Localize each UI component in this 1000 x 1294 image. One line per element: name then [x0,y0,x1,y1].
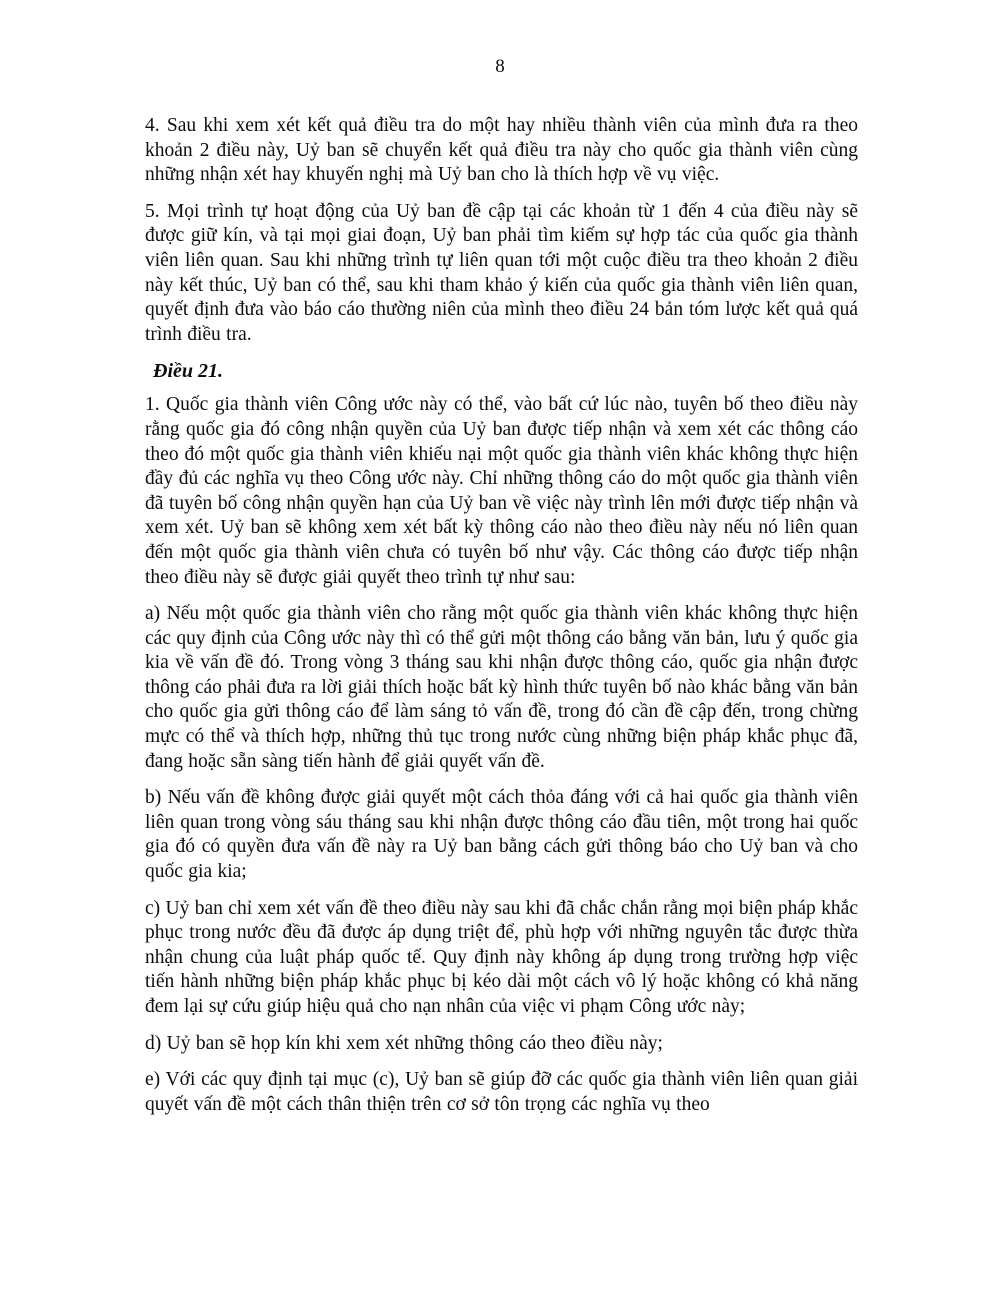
paragraph-item-4: 4. Sau khi xem xét kết quả điều tra do một hay nhiều thành viên của mình đưa ra theo khoản 2 điều này, Uỷ ban sẽ chuyển kết quả điều tra này cho quốc gia thành viên cùng những nhận xét hay khuyến nghị mà Uỷ ban cho là thích hợp về vụ việc. [145,115,858,186]
paragraph-item-5: 5. Mọi trình tự hoạt động của Uỷ ban đề cập tại các khoản từ 1 đến 4 của điều này sẽ được giữ kín, và tại mọi giai đoạn, Uỷ ban phải tìm kiếm sự hợp tác của quốc gia thành viên liên quan. Sau khi những trình tự liên quan tới một cuộc điều tra theo khoản 2 điều này kết thúc, Uỷ ban có thể, sau khi tham khảo ý kiến của quốc gia thành viên liên quan, quyết định đưa vào báo cáo thường niên của mình theo điều 24 bản tóm lược kết quả quá trình điều tra. [145,200,858,345]
document-content [0,79,1000,1117]
page-number: 8 [495,56,505,77]
article-heading-dieu-21: Điều 21. [153,360,223,383]
paragraph-clause-a: a) Nếu một quốc gia thành viên cho rằng một quốc gia thành viên khác không thực hiện các quy định của Công ước này thì có thể gửi một thông cáo bằng văn bản, lưu ý quốc gia kia về vấn đề đó. Trong vòng 3 tháng sau khi nhận được thông cáo, quốc gia nhận được thông cáo phải đưa ra lời giải thích hoặc bất kỳ hình thức tuyên bố nào khác bằng văn bản cho quốc gia gửi thông cáo để làm sáng tỏ vấn đề, trong đó cần đề cập đến, trong chừng mực có thể và thích hợp, những thủ tục trong nước cùng những biện pháp khắc phục đã, đang hoặc sẵn sàng tiến hành để giải quyết vấn đề. [145,603,858,772]
paragraph-clause-c: c) Uỷ ban chỉ xem xét vấn đề theo điều này sau khi đã chắc chắn rằng mọi biện pháp khắc phục trong nước đều đã được áp dụng triệt để, phù hợp với những nguyên tắc được thừa nhận chung của luật pháp quốc tế. Quy định này không áp dụng trong trường hợp việc tiến hành những biện pháp khắc phục bị kéo dài một cách vô lý hoặc không có khả năng đem lại sự cứu giúp hiệu quả cho nạn nhân của việc vi phạm Công ước này; [145,897,858,1017]
paragraph-clause-e: e) Với các quy định tại mục (c), Uỷ ban sẽ giúp đỡ các quốc gia thành viên liên quan giải quyết vấn đề một cách thân thiện trên cơ sở tôn trọng các nghĩa vụ theo [145,1069,858,1115]
paragraph-clause-b: b) Nếu vấn đề không được giải quyết một cách thỏa đáng với cả hai quốc gia thành viên liên quan trong vòng sáu tháng sau khi nhận được thông cáo đầu tiên, một trong hai quốc gia đó có quyền đưa vấn đề này ra Uỷ ban bằng cách gửi thông báo cho Uỷ ban và cho quốc gia kia; [145,787,858,883]
paragraph-clause-1: 1. Quốc gia thành viên Công ước này có thể, vào bất cứ lúc nào, tuyên bố theo điều này rằng quốc gia đó công nhận quyền của Uỷ ban được tiếp nhận và xem xét các thông cáo theo đó một quốc gia thành viên khiếu nại một quốc gia thành viên khác không thực hiện đầy đủ các nghĩa vụ theo Công ước này. Chỉ những thông cáo do một quốc gia thành viên đã tuyên bố công nhận quyền hạn của Uỷ ban về việc này trình lên mới được tiếp nhận và xem xét. Uỷ ban sẽ không xem xét bất kỳ thông cáo nào theo điều này nếu nó liên quan đến một quốc gia thành viên chưa có tuyên bố như vậy. Các thông cáo được tiếp nhận theo điều này sẽ được giải quyết theo trình tự như sau: [145,394,858,588]
paragraph-clause-d: d) Uỷ ban sẽ họp kín khi xem xét những thông cáo theo điều này; [145,1032,663,1054]
